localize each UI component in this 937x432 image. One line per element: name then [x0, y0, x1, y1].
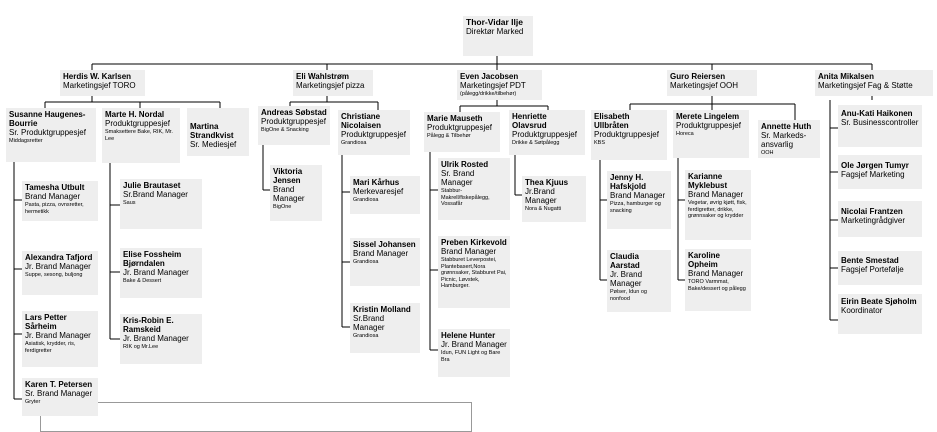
manager-box-anita — [815, 70, 933, 96]
staff-box — [270, 165, 322, 221]
staff-box — [22, 311, 98, 367]
director-title: Direktør Marked — [466, 27, 524, 36]
staff-title: Jr. Brand Manager — [441, 340, 507, 349]
lead-title: Produktgruppesjef — [105, 119, 170, 128]
staff-title: Marketingrådgiver — [841, 216, 906, 225]
staff-name: Thea Kjuus — [525, 178, 569, 187]
lead-subtitle: Drikke & Søtpålegg — [512, 140, 560, 146]
lead-name: Susanne Haugenes-Bourrie — [9, 110, 86, 128]
staff-subtitle: RIK og Mr.Lee — [123, 344, 159, 350]
staff-box — [607, 250, 671, 312]
staff-title: Fagsjef Marketing — [841, 170, 905, 179]
staff-box — [120, 179, 202, 229]
staff-subtitle: TORO Varmmat, Bake/dessert og pålegg — [688, 279, 746, 292]
staff-name: Viktoria Jensen — [273, 167, 303, 185]
lead-subtitle: Grandiosa — [341, 140, 367, 146]
lead-box-merete — [673, 110, 749, 158]
lead-box-marie — [424, 112, 500, 152]
staff-box — [838, 294, 922, 334]
staff-title: Jr. Brand Manager — [123, 268, 189, 277]
manager-subtitle: (pålegg/drikke/tilbehør) — [460, 91, 517, 97]
lead-name: Elisabeth Ullbråten — [594, 112, 630, 130]
lead-box-andreas — [258, 106, 330, 145]
staff-title: Brand Manager — [353, 249, 409, 258]
staff-title: Sr. Brand Manager — [25, 389, 93, 398]
staff-title: Sr. Brand Manager — [441, 169, 475, 187]
manager-name: Guro Reiersen — [670, 72, 726, 81]
staff-title: Jr.Brand Manager — [525, 187, 557, 205]
staff-subtitle: Stabbur-Makrell/fiskepålegg, Vossafår — [441, 188, 490, 207]
lead-name: Henriette Olavsrud — [512, 112, 547, 130]
lead-title: Sr. Mediesjef — [190, 140, 237, 149]
lead-subtitle: Smaksettere Bake, RIK, Mr. Lee — [105, 129, 173, 142]
staff-title: Sr. Businesscontroller — [841, 118, 919, 127]
lead-name: Martina Strandkvist — [190, 122, 234, 140]
staff-name: Ole Jørgen Tumyr — [841, 161, 909, 170]
lead-subtitle: OOH — [761, 150, 774, 156]
staff-subtitle: BigOne — [273, 204, 292, 210]
staff-subtitle: Grandiosa — [353, 259, 379, 265]
lead-box-christiane — [338, 110, 410, 155]
staff-name: Eirin Beate Sjøholm — [841, 297, 917, 306]
staff-name: Julie Brautaset — [123, 181, 181, 190]
staff-name: Mari Kårhus — [353, 178, 400, 187]
staff-title: Sr.Brand Manager — [353, 314, 385, 332]
staff-subtitle: Grandiosa — [353, 197, 379, 203]
staff-box — [838, 155, 922, 189]
staff-box — [120, 314, 202, 364]
staff-box — [438, 236, 510, 308]
staff-subtitle: Grandiosa — [353, 333, 379, 339]
staff-name: Tamesha Utbult — [25, 183, 85, 192]
staff-box — [350, 176, 420, 214]
staff-box — [838, 201, 922, 237]
staff-title: Brand Manager — [610, 191, 666, 200]
lead-box-annette — [758, 120, 820, 158]
staff-subtitle: Bake & Dessert — [123, 278, 162, 284]
manager-box-guro — [667, 70, 757, 96]
lead-subtitle: KBS — [594, 140, 606, 146]
staff-title: Brand Manager — [273, 185, 305, 203]
lead-box-susanne — [6, 108, 96, 162]
staff-subtitle: Nora & Nugatti — [525, 206, 562, 212]
staff-box — [438, 329, 510, 377]
staff-name: Lars Petter Sårheim — [25, 313, 67, 331]
staff-name: Claudia Aarstad — [610, 252, 640, 270]
lead-title: Produktgruppesjef — [676, 121, 741, 130]
manager-title: Marketingsjef pizza — [296, 81, 365, 90]
staff-title: Merkevaresjef — [353, 187, 404, 196]
director-name: Thor-Vidar Ilje — [466, 17, 523, 27]
staff-title: Jr. Brand Manager — [25, 331, 91, 340]
staff-title: Sr.Brand Manager — [123, 190, 188, 199]
lead-box-martina — [187, 108, 249, 156]
lead-name: Christiane Nicolaisen — [341, 112, 382, 130]
staff-title: Brand Manager — [688, 190, 744, 199]
manager-title: Marketingsjef PDT — [460, 81, 526, 90]
manager-name: Eli Wahlstrøm — [296, 72, 350, 81]
staff-box — [685, 170, 751, 240]
staff-subtitle: Asiatisk, krydder, ris, ferdigretter — [25, 341, 76, 354]
lead-title: Sr. Produktgruppesjef — [9, 128, 86, 137]
staff-name: Kristin Molland — [353, 305, 411, 314]
staff-name: Karianne Myklebust — [688, 172, 728, 190]
lead-name: Merete Lingelem — [676, 112, 740, 121]
staff-title: Brand Manager — [25, 192, 81, 201]
lead-name: Marte H. Nordal — [105, 110, 165, 119]
lead-box-marte — [102, 108, 180, 163]
staff-box — [838, 251, 922, 285]
staff-box — [522, 176, 586, 222]
lead-title: Produktgruppesjef — [341, 130, 406, 139]
lead-subtitle: Middagsretter — [9, 138, 43, 144]
lead-title: Sr. Markeds-ansvarlig — [761, 131, 807, 149]
staff-title: Jr. Brand Manager — [123, 334, 189, 343]
staff-subtitle: Idun, FUN Light og Bare Bra — [441, 350, 501, 363]
lead-title: Produktgruppesjef — [427, 123, 492, 132]
lead-name: Annette Huth — [761, 122, 812, 131]
manager-name: Anita Mikalsen — [818, 72, 875, 81]
staff-box — [22, 181, 98, 221]
manager-title: Marketingsjef Fag & Støtte — [818, 81, 913, 90]
staff-subtitle: Vegetar, øvrig kjøtt, fisk, ferdigretter, drikke, grønnsaker og krydder — [688, 200, 747, 219]
staff-box — [22, 251, 98, 295]
staff-box — [350, 238, 420, 286]
lead-title: Produktgruppesjef — [512, 130, 577, 139]
staff-title: Brand Manager — [688, 269, 744, 278]
staff-box — [685, 249, 751, 311]
staff-box — [607, 171, 671, 229]
staff-subtitle: Pasta, pizza, ovnsretter, hermetikk — [25, 202, 84, 215]
staff-name: Alexandra Tafjord — [25, 253, 93, 262]
staff-title: Fagsjef Portefølje — [841, 265, 904, 274]
staff-subtitle: Gryter — [25, 399, 41, 405]
staff-box — [838, 105, 922, 147]
staff-name: Nicolai Frantzen — [841, 207, 903, 216]
staff-name: Sissel Johansen — [353, 240, 416, 249]
staff-name: Karoline Opheim — [688, 251, 721, 269]
manager-name: Herdis W. Karlsen — [63, 72, 132, 81]
staff-subtitle: Pølser, Idun og nonfood — [610, 289, 647, 302]
staff-name: Jenny H. Hafskjold — [610, 173, 647, 191]
staff-name: Kris-Robin E. Ramskeid — [123, 316, 174, 334]
staff-subtitle: Suppe, sesong, buljong — [25, 272, 83, 278]
staff-title: Jr. Brand Manager — [25, 262, 91, 271]
staff-name: Elise Fossheim Bjørndalen — [123, 250, 182, 268]
manager-title: Marketingsjef TORO — [63, 81, 136, 90]
manager-title: Marketingsjef OOH — [670, 81, 739, 90]
staff-name: Bente Smestad — [841, 256, 899, 265]
lead-subtitle: Horeca — [676, 131, 694, 137]
manager-box-eli — [293, 70, 373, 96]
lead-box-henriette — [509, 110, 585, 155]
lead-name: Marie Mauseth — [427, 114, 483, 123]
staff-name: Preben Kirkevold — [441, 238, 507, 247]
lead-title: Produktgruppesjef — [261, 117, 326, 126]
staff-subtitle: Saus — [123, 200, 136, 206]
lead-title: Produktgruppesjef — [594, 130, 659, 139]
staff-box — [22, 378, 98, 416]
lead-box-elisabeth — [591, 110, 667, 160]
director-box — [463, 16, 533, 56]
manager-box-herdis — [60, 70, 145, 96]
manager-box-even — [457, 70, 542, 100]
staff-subtitle: Stabburet Leverpostei, Plantebasert,Nora grønnsaker, Stabburet Pai, Picnic, Løvstek, Hamburger. — [441, 257, 507, 289]
staff-name: Ulrik Rosted — [441, 160, 489, 169]
lead-name: Andreas Søbstad — [261, 108, 327, 117]
staff-name: Helene Hunter — [441, 331, 496, 340]
staff-title: Brand Manager — [441, 247, 497, 256]
staff-title: Koordinator — [841, 306, 883, 315]
staff-box — [350, 303, 420, 353]
manager-name: Even Jacobsen — [460, 72, 519, 81]
staff-box — [120, 248, 202, 298]
staff-name: Anu-Kati Haikonen — [841, 109, 913, 118]
lead-subtitle: BigOne & Snacking — [261, 127, 309, 133]
lower-frame — [40, 402, 472, 432]
staff-title: Jr. Brand Manager — [610, 270, 643, 288]
lead-subtitle: Pålegg & Tilbehør — [427, 133, 471, 139]
staff-box — [438, 158, 510, 220]
staff-subtitle: Pizza, hamburger og snacking — [610, 201, 661, 214]
staff-name: Karen T. Petersen — [25, 380, 93, 389]
